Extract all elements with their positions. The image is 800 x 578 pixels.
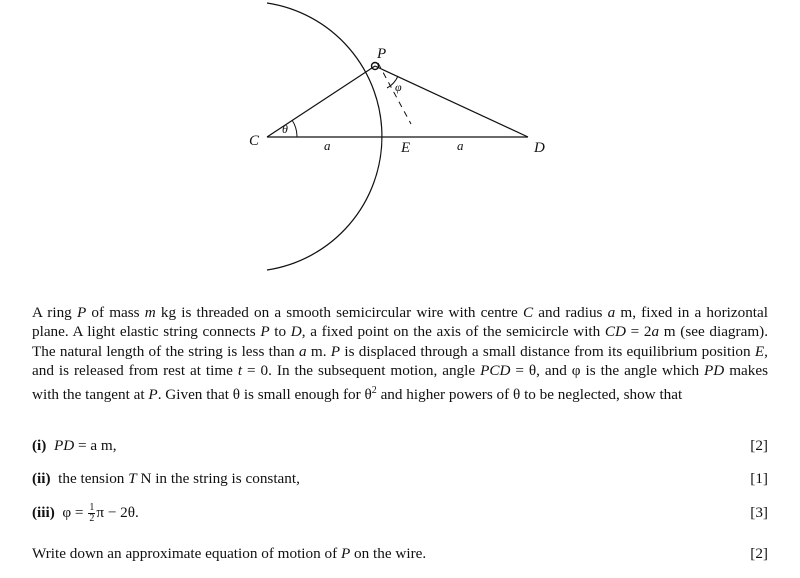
part-number: (iii) [32,504,55,521]
fraction-half: $\frac{1}{2}$ [89,502,95,525]
label-a-right: a [457,138,464,153]
label-p: P [377,46,387,62]
problem-statement: A ring P of mass m kg is threaded on a smooth semicircular wire with centre C and radius a m, fixed in a horizontal plane. A light elastic string connects P to D, a fixed point on the axis of the semicircle with CD = 2a m (see diagram). The natural length of the string is less than a m. P is displaced through a small distance from its equilibrium position E, and is released from rest at time t = 0. In the subsequent motion, angle PCD = θ, and φ is the angle which PD makes with the tangent at P. Given that θ is small enough for $\theta^2$ and higher powers of θ to be neglected, show that [32,304,768,403]
mark: [2] [750,437,768,454]
mark: [3] [750,504,768,521]
label-d: D [534,140,545,156]
part-number: (i) [32,437,47,454]
theta-arc [292,120,297,137]
mark: [1] [750,470,768,487]
final-question: Write down an approximate equation of motion of P on the wire. [2] [32,543,768,565]
part-i: (i) PD = a m, [2] [32,435,768,457]
part-number: (ii) [32,470,51,487]
label-c: C [249,133,260,149]
part-ii: (ii) the tension T N in the string is constant, [1] [32,468,768,490]
label-a-left: a [324,138,331,153]
label-e: E [401,140,411,156]
label-phi: φ [395,80,402,94]
part-iii: (iii) φ = $\frac{1}{2}$ π − 2θ. [3] [32,502,768,525]
label-theta: θ [282,122,288,136]
mark: [2] [750,545,768,562]
